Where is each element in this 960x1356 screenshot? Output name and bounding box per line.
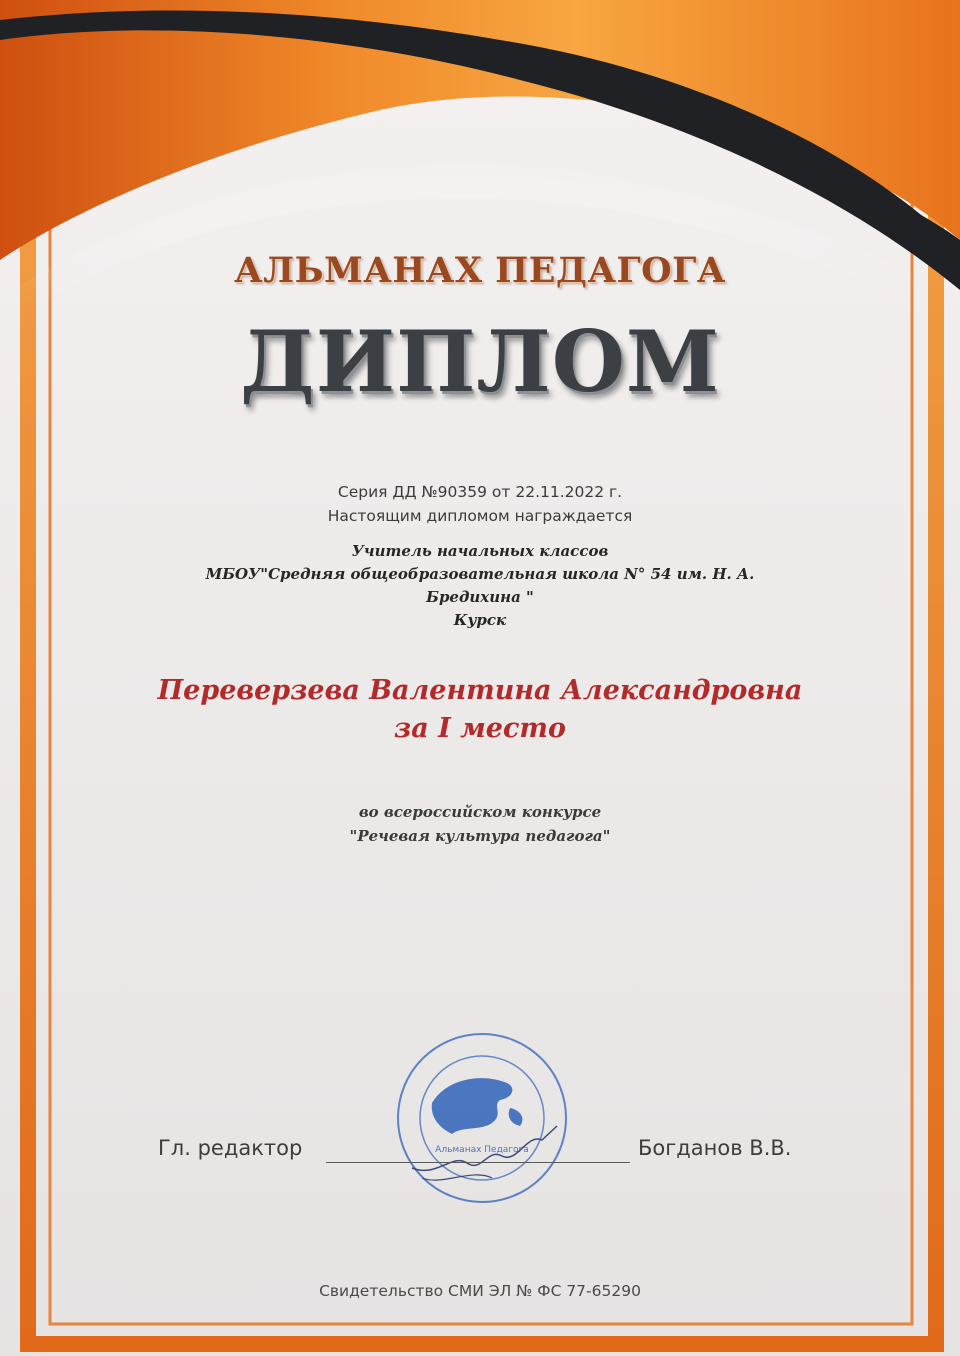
organization-block [170, 540, 790, 632]
award-place: за I место [393, 713, 567, 744]
contest-block [0, 800, 960, 848]
series-line: Серия ДД №90359 от 22.11.2022 г. [337, 483, 623, 501]
recipient-name: Переверзева Валентина Александровна [157, 675, 803, 706]
signature-row [158, 1132, 818, 1172]
school-line-2: Бредихина " [426, 588, 534, 606]
city-line: Курск [453, 611, 507, 629]
contest-line-2: "Речевая культура педагога" [349, 827, 611, 845]
school-line-1: МБОУ"Средняя общеобразовательная школа N° 54 им. Н. А. [205, 565, 755, 583]
award-info [0, 480, 960, 528]
seal-stamp-icon [392, 1028, 572, 1208]
contest-line-1: во всероссийском конкурсе [358, 803, 602, 821]
publisher-title: АЛЬМАНАХ ПЕДАГОГА [234, 250, 726, 291]
awarded-line: Настоящим дипломом награждается [327, 507, 633, 525]
diploma-title: ДИПЛОМ [240, 312, 720, 411]
media-license: Свидетельство СМИ ЭЛ № ФС 77-65290 [319, 1282, 641, 1300]
signature-name: Богданов В.В. [638, 1136, 792, 1160]
recipient-block [0, 672, 960, 748]
signature-role: Гл. редактор [158, 1136, 303, 1160]
position-line: Учитель начальных классов [351, 542, 609, 560]
signature-line [326, 1162, 630, 1163]
stamp-label: Альманах Педагога [435, 1145, 529, 1155]
